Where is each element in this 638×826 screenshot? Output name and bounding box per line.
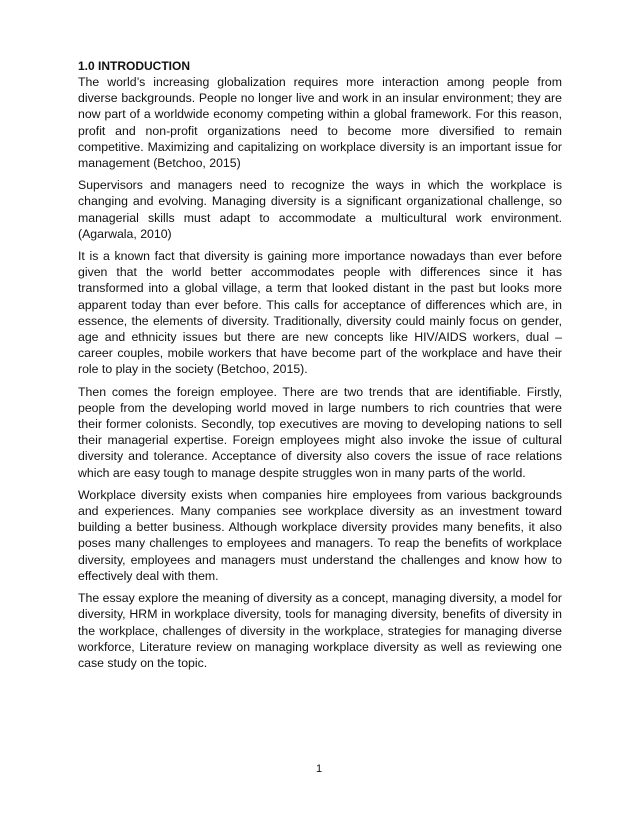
paragraph-globalization: The world’s increasing globalization requires more interaction among people from diverse backgrounds. People no longer live and work in an insular environment; they are now part of a worldwide economy competing within a global framework. For this reason, profit and non-profit organizations need to become more diversified to remain competitive. Maximizing and capitalizing on workplace diversity is an important issue for management (Betchoo, 2015) bbox=[78, 75, 562, 171]
paragraph-known-fact: It is a known fact that diversity is gaining more importance nowadays than ever before given that the world better accommodates people with differences since it has transformed into a global village, a term that looked distant in the past but looks more apparent today than ever before. This calls for acceptance of differences which are, in essence, the elements of diversity. Traditionally, diversity could mainly focus on gender, age and ethnicity issues but there are new concepts like HIV/AIDS workers, dual – career couples, mobile workers that have become part of the workplace and have their role to play in the society (Betchoo, 2015). bbox=[78, 249, 562, 377]
paragraph-foreign-employee: Then comes the foreign employee. There are two trends that are identifiable. Firstly, people from the developing world moved in large numbers to rich countries that were their former colonists. Secondly, top executives are moving to developing nations to sell their managerial expertise. Foreign employees might also invoke the issue of cultural diversity and tolerance. Acceptance of diversity also covers the issue of race relations which are easy tough to manage despite struggles won in many parts of the world. bbox=[78, 384, 562, 480]
paragraph-workplace-diversity: Workplace diversity exists when companies hire employees from various backgrounds and experiences. Many companies see workplace diversity as an investment toward building a better business. Although workplace diversity provides many benefits, it also poses many challenges to employees and managers. To reap the benefits of workplace diversity, employees and managers must understand the challenges and know how to effectively deal with them. bbox=[78, 487, 562, 583]
document-page bbox=[78, 58, 562, 677]
paragraph-supervisors: Supervisors and managers need to recognize the ways in which the workplace is changing and evolving. Managing diversity is a significant organizational challenge, so managerial skills must adapt to accommodate a multicultural work environment. (Agarwala, 2010) bbox=[78, 178, 562, 241]
section-heading: 1.0 INTRODUCTION bbox=[78, 59, 191, 73]
paragraph-essay-scope: The essay explore the meaning of diversity as a concept, managing diversity, a model for diversity, HRM in workplace diversity, tools for managing diversity, benefits of diversity in the workplace, challenges of diversity in the workplace, strategies for managing diverse workforce, Literature review on managing workplace diversity as well as reviewing one case study on the topic. bbox=[78, 591, 562, 670]
page-number: 1 bbox=[315, 763, 323, 775]
